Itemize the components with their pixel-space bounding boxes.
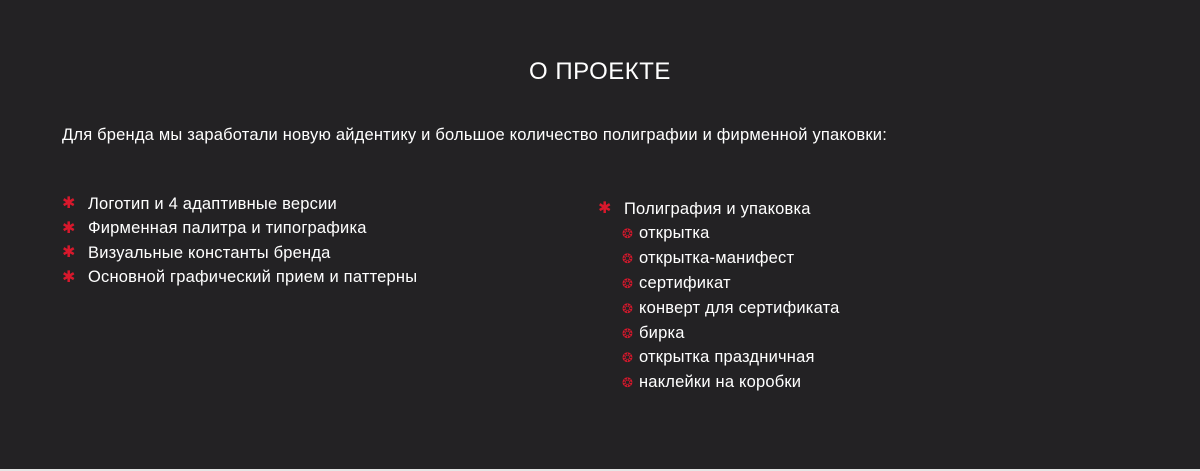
sub-list-item [622,345,840,370]
sub-list-item-label: сертификат [639,273,731,292]
flower-icon: ❂ [622,300,634,316]
list-item-label: Фирменная палитра и типографика [88,219,367,238]
flower-icon: ❂ [622,375,634,391]
list-item [62,192,417,217]
flower-icon: ❂ [622,251,634,267]
sub-list-item [622,321,840,346]
deliverables-list [62,192,417,290]
flower-icon: ❂ [622,325,634,341]
asterisk-icon: ✱ [598,200,612,218]
list-item [62,266,417,291]
flower-icon: ❂ [622,275,634,291]
sub-list-item-label: бирка [639,323,685,342]
list-item-label: Логотип и 4 адаптивные версии [88,194,337,213]
sub-list-container [598,222,840,396]
sub-list-item-label: открытка праздничная [639,348,815,367]
flower-icon: ❂ [622,350,634,366]
sub-list [598,222,840,396]
asterisk-icon: ✱ [62,219,76,237]
flower-icon: ❂ [622,226,634,242]
sub-list-item [622,246,840,271]
list-item [62,217,417,242]
page-title: О ПРОЕКТЕ [529,58,671,85]
list-item-label: Визуальные константы бренда [88,243,331,262]
sub-list-item [622,296,840,321]
sub-list-item-label: наклейки на коробки [639,373,802,392]
print-packaging-list [598,197,840,395]
sub-list-item-label: открытка [639,224,710,243]
intro-text: Для бренда мы заработали новую айдентику и большое количество полиграфии и фирменной упаковки: [62,126,887,144]
sub-list-item [622,271,840,296]
sub-list-item [622,370,840,395]
sub-list-item [622,222,840,247]
asterisk-icon: ✱ [62,268,76,286]
asterisk-icon: ✱ [62,195,76,213]
asterisk-icon: ✱ [62,244,76,262]
list-item [62,241,417,266]
list-item [598,197,840,222]
list-item-label: Основной графический прием и паттерны [88,268,418,287]
list-item-label: Полиграфия и упаковка [624,199,811,218]
sub-list-item-label: открытка-манифест [639,249,795,268]
sub-list-item-label: конверт для сертификата [639,298,840,317]
